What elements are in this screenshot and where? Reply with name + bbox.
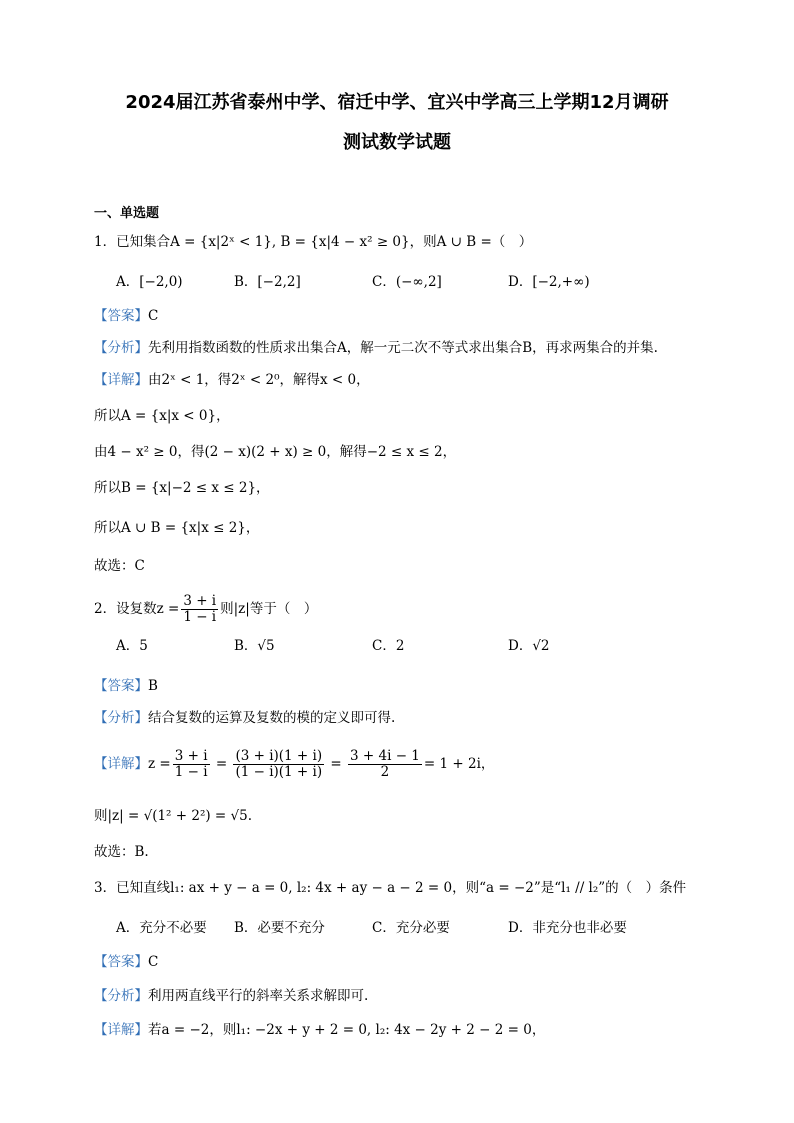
q2-answer-value: B	[148, 678, 158, 694]
document-title-line-2: 测试数学试题	[343, 132, 451, 153]
fraction-denominator: 1 − i	[174, 764, 208, 780]
q1-option-a: A．[−2,0)	[116, 274, 183, 290]
fraction-numerator: 3 + i	[183, 593, 217, 609]
detail-tag: 【详解】	[94, 372, 148, 388]
q3-option-d: D．非充分也非必要	[508, 920, 627, 936]
analysis-tag: 【分析】	[94, 340, 148, 356]
q1-analysis-text: 先利用指数函数的性质求出集合A，解一元二次不等式求出集合B，再求两集合的并集.	[148, 340, 658, 356]
fraction-denominator: 1 − i	[183, 609, 217, 625]
q3-analysis-text: 利用两直线平行的斜率关系求解即可.	[148, 988, 369, 1004]
answer-tag: 【答案】	[94, 954, 148, 970]
q1-step-2: 由4 − x² ≥ 0，得(2 − x)(2 + x) ≥ 0，解得−2 ≤ x ≤ 2，	[94, 444, 457, 460]
q1-step-3: 所以B = {x|−2 ≤ x ≤ 2}，	[94, 480, 270, 496]
q1-answer-value: C	[148, 308, 159, 324]
q1-step-1: 所以A = {x|x < 0}，	[94, 408, 230, 424]
fraction-numerator: 3 + 4i − 1	[350, 748, 420, 764]
q1-stem: 1．已知集合A = {x|2ˣ < 1}, B = {x|4 − x² ≥ 0}，则A ∪ B =（ ）	[94, 234, 533, 250]
answer-tag: 【答案】	[94, 308, 148, 324]
document-title-line-1: 2024届江苏省泰州中学、宿迁中学、宜兴中学高三上学期12月调研	[125, 92, 669, 113]
q1-step-4: 所以A ∪ B = {x|x ≤ 2}，	[94, 520, 260, 536]
q3-stem: 3．已知直线l₁: ax + y − a = 0, l₂: 4x + ay − a − 2 = 0，则“a = −2”是“l₁ // l₂”的（ ）条件	[94, 880, 687, 896]
q2-analysis-text: 结合复数的运算及复数的模的定义即可得.	[148, 710, 396, 726]
q3-option-a: A．充分不必要	[116, 920, 207, 936]
q2-step-1: 则|z| = √(1² + 2²) = √5.	[94, 808, 253, 824]
q1-detail	[94, 370, 370, 390]
q2-stem-prefix: 2．设复数z =	[94, 601, 180, 617]
q1-conclusion: 故选：C	[94, 558, 145, 574]
q2-stem-suffix: 则|z|等于（ ）	[220, 601, 318, 617]
q2-option-a: A．5	[116, 638, 148, 654]
q2-fraction-3	[348, 749, 422, 780]
q2-answer	[94, 676, 158, 696]
analysis-tag: 【分析】	[94, 710, 148, 726]
q1-analysis	[94, 338, 658, 358]
q1-option-d: D．[−2,+∞)	[508, 274, 590, 290]
q2-fraction-1	[173, 749, 210, 780]
answer-tag: 【答案】	[94, 678, 148, 694]
q2-detail: 【详解】z = $\frac{3 + i}{1 - i}$ = $\frac{(3 + i)(1 + i)}{(1 - i)(1 + i)}$ = $\frac{3 + 4i - 1}{2}$ = 1 + 2i，	[94, 748, 495, 780]
q3-option-b: B．必要不充分	[234, 920, 325, 936]
q2-option-b: B．√5	[234, 638, 275, 654]
q2-fraction-2	[233, 749, 324, 780]
fraction-denominator: (1 − i)(1 + i)	[235, 764, 323, 780]
q2-option-d: D．√2	[508, 638, 550, 654]
q2-stem-fraction	[181, 594, 218, 625]
q3-answer	[94, 952, 158, 972]
q2-option-c: C．2	[372, 638, 405, 654]
detail-tag: 【详解】	[94, 756, 148, 772]
q2-analysis	[94, 708, 395, 728]
q3-option-c: C．充分必要	[372, 920, 450, 936]
q2-conclusion: 故选：B.	[94, 844, 149, 860]
section-heading: 一、单选题	[94, 206, 160, 221]
detail-tag: 【详解】	[94, 1022, 148, 1038]
fraction-denominator: 2	[380, 764, 390, 780]
q2-detail-prefix: z =	[148, 756, 171, 772]
q2-stem	[94, 592, 317, 626]
fraction-numerator: 3 + i	[174, 748, 208, 764]
analysis-tag: 【分析】	[94, 988, 148, 1004]
q3-detail	[94, 1020, 545, 1040]
q2-detail-suffix: = 1 + 2i，	[423, 756, 495, 772]
q3-detail-text: 若a = −2，则l₁: −2x + y + 2 = 0, l₂: 4x − 2y + 2 − 2 = 0，	[148, 1022, 546, 1038]
q3-analysis	[94, 986, 368, 1006]
q1-answer	[94, 306, 158, 326]
q1-detail-text: 由2ˣ < 1，得2ˣ < 2⁰，解得x < 0，	[148, 372, 370, 388]
fraction-numerator: (3 + i)(1 + i)	[235, 748, 323, 764]
q1-option-b: B．[−2,2]	[234, 274, 301, 290]
q3-answer-value: C	[148, 954, 159, 970]
q1-option-c: C．(−∞,2]	[372, 274, 442, 290]
